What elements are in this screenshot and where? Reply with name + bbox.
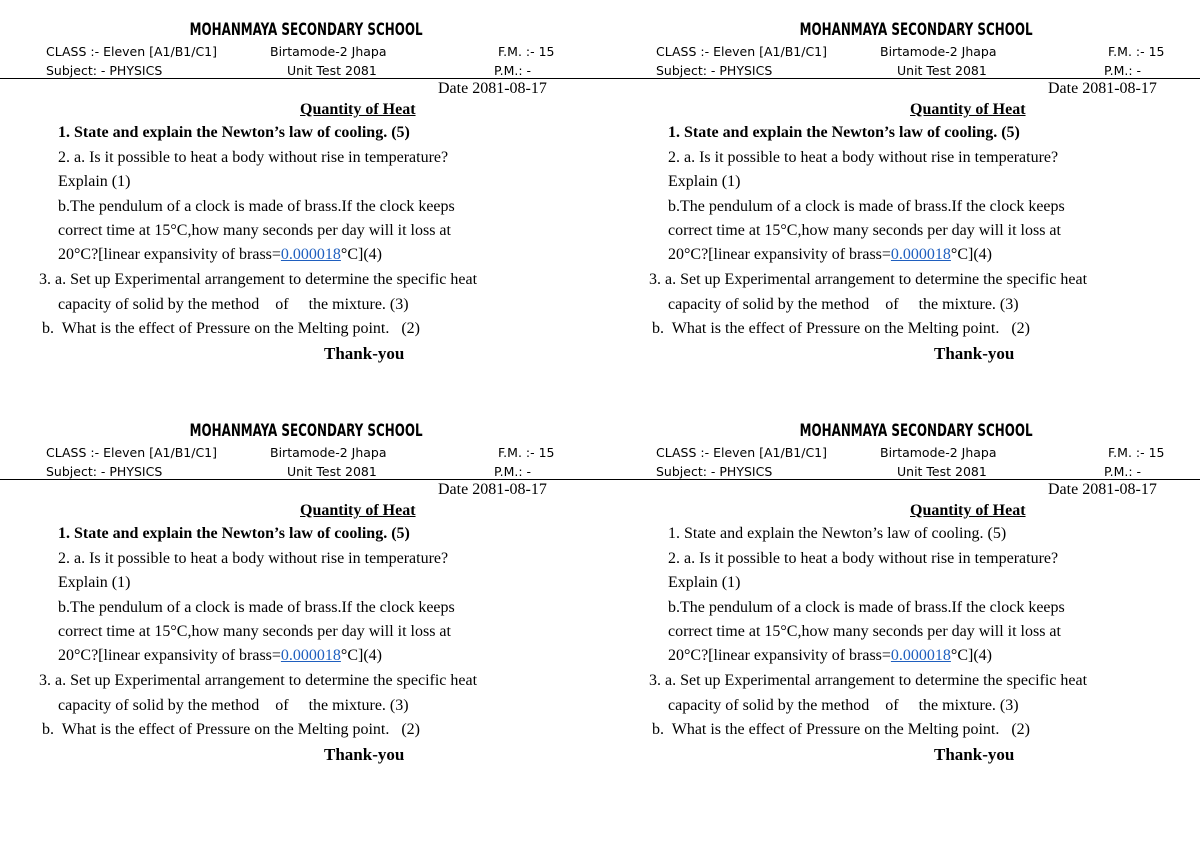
text: °C](4)	[340, 647, 382, 664]
chapter-title: Quantity of Heat	[300, 502, 416, 519]
text: 20°C?[linear expansivity of brass=	[668, 246, 891, 263]
question-2a-cont: Explain (1)	[58, 173, 131, 190]
header-rule	[610, 479, 1200, 480]
location: Birtamode-2 Jhapa	[880, 44, 997, 59]
text: °C](4)	[340, 246, 382, 263]
school-name: MOHANMAYA SECONDARY SCHOOL	[189, 20, 423, 40]
exam-date: Date 2081-08-17	[438, 481, 547, 498]
chapter-title: Quantity of Heat	[300, 101, 416, 118]
pass-marks: P.M.: -	[494, 464, 532, 479]
question-1: 1. State and explain the Newton’s law of cooling. (5)	[668, 525, 1007, 542]
school-name: MOHANMAYA SECONDARY SCHOOL	[799, 421, 1033, 441]
question-2b-cont2	[668, 245, 992, 265]
subject: Subject: - PHYSICS	[46, 63, 163, 78]
question-2a-cont: Explain (1)	[668, 173, 741, 190]
full-marks: F.M. :- 15	[1108, 44, 1165, 59]
test-paper-top-right	[610, 0, 1200, 400]
question-2b-cont: correct time at 15°C,how many seconds per day will it loss at	[668, 222, 1061, 239]
question-3a-cont: capacity of solid by the method of the mixture. (3)	[58, 296, 409, 313]
school-name: MOHANMAYA SECONDARY SCHOOL	[799, 20, 1033, 40]
expansivity-link[interactable]: 0.000018	[890, 647, 951, 664]
question-3b: b. What is the effect of Pressure on the Melting point. (2)	[652, 721, 1030, 738]
test-paper-top-left	[0, 0, 600, 400]
question-1: 1. State and explain the Newton’s law of cooling. (5)	[668, 124, 1020, 141]
text: °C](4)	[950, 647, 992, 664]
full-marks: F.M. :- 15	[1108, 445, 1165, 460]
text: 20°C?[linear expansivity of brass=	[58, 647, 281, 664]
question-2a: 2. a. Is it possible to heat a body without rise in temperature?	[668, 149, 1059, 166]
text: °C](4)	[950, 246, 992, 263]
question-3a-cont: capacity of solid by the method of the mixture. (3)	[668, 296, 1019, 313]
question-3a: 3. a. Set up Experimental arrangement to determine the specific heat	[649, 672, 1088, 689]
question-3a-cont: capacity of solid by the method of the mixture. (3)	[58, 697, 409, 714]
expansivity-link[interactable]: 0.000018	[890, 246, 951, 263]
header-rule	[0, 78, 610, 79]
location: Birtamode-2 Jhapa	[880, 445, 997, 460]
question-3a-cont: capacity of solid by the method of the mixture. (3)	[668, 697, 1019, 714]
question-2b-cont2	[668, 646, 992, 666]
question-2b: b.The pendulum of a clock is made of brass.If the clock keeps	[668, 198, 1065, 215]
subject: Subject: - PHYSICS	[46, 464, 163, 479]
class-line: CLASS :- Eleven [A1/B1/C1]	[46, 445, 218, 460]
test-name: Unit Test 2081	[287, 63, 377, 78]
question-3b: b. What is the effect of Pressure on the Melting point. (2)	[652, 320, 1030, 337]
question-3a: 3. a. Set up Experimental arrangement to determine the specific heat	[39, 672, 478, 689]
test-name: Unit Test 2081	[897, 464, 987, 479]
question-2b-cont: correct time at 15°C,how many seconds per day will it loss at	[58, 623, 451, 640]
question-2b-cont: correct time at 15°C,how many seconds per day will it loss at	[58, 222, 451, 239]
class-line: CLASS :- Eleven [A1/B1/C1]	[656, 44, 828, 59]
test-paper-bottom-right	[610, 401, 1200, 801]
pass-marks: P.M.: -	[1104, 63, 1142, 78]
question-2a: 2. a. Is it possible to heat a body without rise in temperature?	[58, 550, 449, 567]
question-2a-cont: Explain (1)	[668, 574, 741, 591]
expansivity-link[interactable]: 0.000018	[280, 647, 341, 664]
test-name: Unit Test 2081	[897, 63, 987, 78]
question-3b: b. What is the effect of Pressure on the Melting point. (2)	[42, 721, 420, 738]
question-2b: b.The pendulum of a clock is made of brass.If the clock keeps	[668, 599, 1065, 616]
exam-date: Date 2081-08-17	[1048, 481, 1157, 498]
question-2b-cont: correct time at 15°C,how many seconds per day will it loss at	[668, 623, 1061, 640]
question-2b: b.The pendulum of a clock is made of brass.If the clock keeps	[58, 599, 455, 616]
thanks-text: Thank-you	[324, 344, 405, 363]
text: 20°C?[linear expansivity of brass=	[58, 246, 281, 263]
pass-marks: P.M.: -	[1104, 464, 1142, 479]
question-3a: 3. a. Set up Experimental arrangement to determine the specific heat	[649, 271, 1088, 288]
question-3a: 3. a. Set up Experimental arrangement to determine the specific heat	[39, 271, 478, 288]
exam-date: Date 2081-08-17	[438, 80, 547, 97]
school-name: MOHANMAYA SECONDARY SCHOOL	[189, 421, 423, 441]
full-marks: F.M. :- 15	[498, 445, 555, 460]
question-2a-cont: Explain (1)	[58, 574, 131, 591]
thanks-text: Thank-you	[934, 745, 1015, 764]
question-2a: 2. a. Is it possible to heat a body without rise in temperature?	[58, 149, 449, 166]
question-2b: b.The pendulum of a clock is made of brass.If the clock keeps	[58, 198, 455, 215]
full-marks: F.M. :- 15	[498, 44, 555, 59]
location: Birtamode-2 Jhapa	[270, 44, 387, 59]
subject: Subject: - PHYSICS	[656, 464, 773, 479]
expansivity-link[interactable]: 0.000018	[280, 246, 341, 263]
location: Birtamode-2 Jhapa	[270, 445, 387, 460]
exam-date: Date 2081-08-17	[1048, 80, 1157, 97]
class-line: CLASS :- Eleven [A1/B1/C1]	[46, 44, 218, 59]
test-paper-bottom-left	[0, 401, 600, 801]
question-1: 1. State and explain the Newton’s law of cooling. (5)	[58, 124, 410, 141]
text: 20°C?[linear expansivity of brass=	[668, 647, 891, 664]
class-line: CLASS :- Eleven [A1/B1/C1]	[656, 445, 828, 460]
header-rule	[0, 479, 610, 480]
question-1: 1. State and explain the Newton’s law of cooling. (5)	[58, 525, 410, 542]
header-rule	[610, 78, 1200, 79]
pass-marks: P.M.: -	[494, 63, 532, 78]
subject: Subject: - PHYSICS	[656, 63, 773, 78]
test-name: Unit Test 2081	[287, 464, 377, 479]
question-3b: b. What is the effect of Pressure on the Melting point. (2)	[42, 320, 420, 337]
chapter-title: Quantity of Heat	[910, 101, 1026, 118]
chapter-title: Quantity of Heat	[910, 502, 1026, 519]
question-2b-cont2	[58, 646, 382, 666]
question-2b-cont2	[58, 245, 382, 265]
thanks-text: Thank-you	[934, 344, 1015, 363]
thanks-text: Thank-you	[324, 745, 405, 764]
question-2a: 2. a. Is it possible to heat a body without rise in temperature?	[668, 550, 1059, 567]
